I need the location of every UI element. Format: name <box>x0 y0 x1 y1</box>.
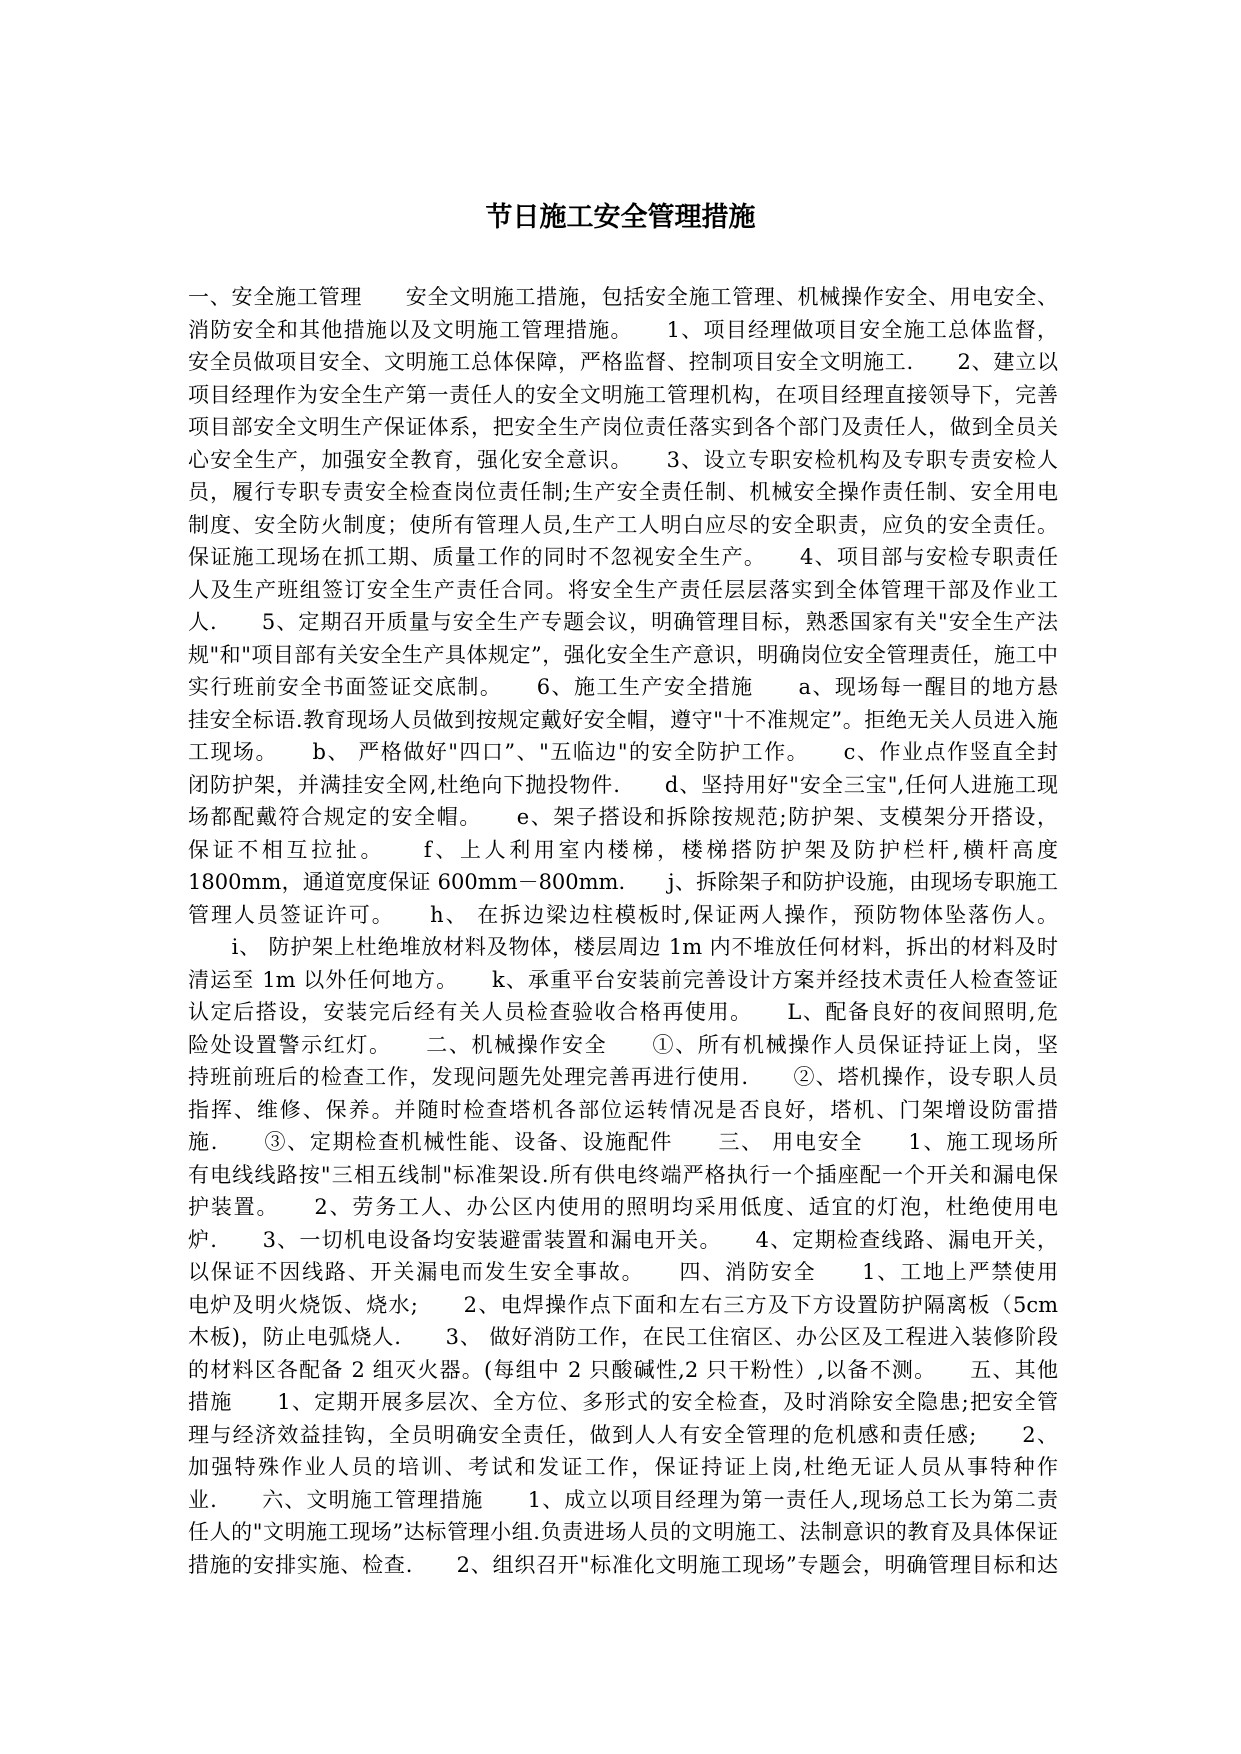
body-text-line: 一、安全施工管理 安全文明施工措施，包括安全施工管理、机械操作安全、用电安全、 <box>188 285 1058 309</box>
body-text-line: 措施 1、定期开展多层次、全方位、多形式的安全检查，及时消除安全隐患;把安全管 <box>188 1390 1058 1414</box>
body-text-line: 管理人员签证许可。 h、 在拆边梁边柱模板时,保证两人操作，预防物体坠落伤人。 <box>188 902 1058 927</box>
body-text-line: 闭防护架，并满挂安全网,杜绝向下抛投物件. d、坚持用好"安全三宝",任何人进施工现 <box>188 772 1058 797</box>
body-text-line: 炉. 3、一切机电设备均安装避雷装置和漏电开关。 4、定期检查线路、漏电开关， <box>188 1227 1058 1252</box>
body-text-line: 项目经理作为安全生产第一责任人的安全文明施工管理机构，在项目经理直接领导下，完善 <box>188 382 1058 407</box>
body-text-line: 保证施工现场在抓工期、质量工作的同时不忽视安全生产。 4、项目部与安检专职责任 <box>188 545 1058 569</box>
body-text-line: 人. 5、定期召开质量与安全生产专题会议，明确管理目标，熟悉国家有关"安全生产法 <box>188 610 1058 634</box>
body-text-line: i、 防护架上杜绝堆放材料及物体，楼层周边 1m 内不堆放任何材料，拆出的材料及时 <box>188 935 1058 959</box>
body-text-line: 制度、安全防火制度；使所有管理人员,生产工人明白应尽的安全职责，应负的安全责任。 <box>188 512 1058 537</box>
body-text-line: 消防安全和其他措施以及文明施工管理措施。 1、项目经理做项目安全施工总体监督， <box>188 317 1058 342</box>
body-text-line: 木板)，防止电弧烧人. 3、 做好消防工作，在民工住宿区、办公区及工程进入装修阶段 <box>188 1325 1058 1349</box>
body-text-line: 险处设置警示红灯。 二、机械操作安全 ①、所有机械操作人员保证持证上岗，坚 <box>188 1032 1058 1057</box>
body-text-line: 清运至 1m 以外任何地方。 k、承重平台安装前完善设计方案并经技术责任人检查签证 <box>188 967 1058 992</box>
body-text-line: 以保证不因线路、开关漏电而发生安全事故。 四、消防安全 1、工地上严禁使用 <box>188 1260 1058 1284</box>
body-text-line: 指挥、维修、保养。并随时检查塔机各部位运转情况是否良好，塔机、门架增设防雷措 <box>188 1097 1058 1122</box>
document-title: 节日施工安全管理措施 <box>485 202 756 233</box>
body-text-line: 加强特殊作业人员的培训、考试和发证工作，保证持证上岗,杜绝无证人员从事特种作 <box>188 1455 1058 1479</box>
body-text-line: 保证不相互拉扯。 f、上人利用室内楼梯，楼梯搭防护架及防护栏杆,横杆高度 <box>188 837 1058 862</box>
body-text-line: 1800mm，通道宽度保证 600mm－800mm. j、拆除架子和防护设施，由现场专职施工 <box>188 870 1058 894</box>
body-text-line: 施. ③、定期检查机械性能、设备、设施配件 三、 用电安全 1、施工现场所 <box>188 1130 1058 1154</box>
body-text-line: 理与经济效益挂钩，全员明确安全责任，做到人人有安全管理的危机感和责任感; 2、 <box>188 1422 1058 1447</box>
body-text-line: 规"和"项目部有关安全生产具体规定”，强化安全生产意识，明确岗位安全管理责任，施工中 <box>188 642 1058 667</box>
body-text-line: 任人的"文明施工现场”达标管理小组.负责进场人员的文明施工、法制意识的教育及具体保证 <box>188 1520 1058 1544</box>
body-text-line: 认定后搭设，安装完后经有关人员检查验收合格再使用。 L、配备良好的夜间照明,危 <box>188 1000 1058 1024</box>
body-text-line: 实行班前安全书面签证交底制。 6、施工生产安全措施 a、现场每一醒目的地方悬 <box>188 675 1058 699</box>
body-text-line: 护装置。 2、劳务工人、办公区内使用的照明均采用低度、适宜的灯泡，杜绝使用电 <box>188 1195 1058 1219</box>
body-text-line: 电炉及明火烧饭、烧水; 2、电焊操作点下面和左右三方及下方设置防护隔离板（5cm <box>188 1292 1058 1317</box>
body-text-line: 业. 六、文明施工管理措施 1、成立以项目经理为第一责任人,现场总工长为第二责 <box>188 1487 1058 1512</box>
body-text-line: 心安全生产，加强安全教育，强化安全意识。 3、设立专职安检机构及专职专责安检人 <box>188 447 1058 472</box>
body-text-line: 安全员做项目安全、文明施工总体保障，严格监督、控制项目安全文明施工. 2、建立以 <box>188 350 1058 374</box>
body-text-line: 持班前班后的检查工作，发现问题先处理完善再进行使用. ②、塔机操作，设专职人员 <box>188 1065 1058 1089</box>
body-text-line: 挂安全标语.教育现场人员做到按规定戴好安全帽，遵守"十不准规定”。拒绝无关人员进入施 <box>188 707 1058 732</box>
body-text-line: 的材料区各配备 2 组灭火器。(每组中 2 只酸碱性,2 只干粉性）,以备不测。 五、其他 <box>188 1357 1058 1382</box>
document-body <box>188 281 1058 1581</box>
body-text-line: 员，履行专职专责安全检查岗位责任制;生产安全责任制、机械安全操作责任制、安全用电 <box>188 480 1058 504</box>
body-text-line: 有电线线路按"三相五线制"标准架设.所有供电终端严格执行一个插座配一个开关和漏电保 <box>188 1162 1058 1187</box>
body-text-line: 项目部安全文明生产保证体系，把安全生产岗位责任落实到各个部门及责任人，做到全员关 <box>188 415 1058 439</box>
body-text-line: 措施的安排实施、检查. 2、组织召开"标准化文明施工现场”专题会，明确管理目标和达 <box>188 1552 1058 1577</box>
body-text-line: 场都配戴符合规定的安全帽。 e、架子搭设和拆除按规范;防护架、支模架分开搭设， <box>188 805 1058 829</box>
body-text-line: 工现场。 b、 严格做好"四口”、"五临边"的安全防护工作。 c、作业点作竖直全封 <box>188 740 1058 764</box>
body-text-line: 人及生产班组签订安全生产责任合同。将安全生产责任层层落实到全体管理干部及作业工 <box>188 577 1058 602</box>
